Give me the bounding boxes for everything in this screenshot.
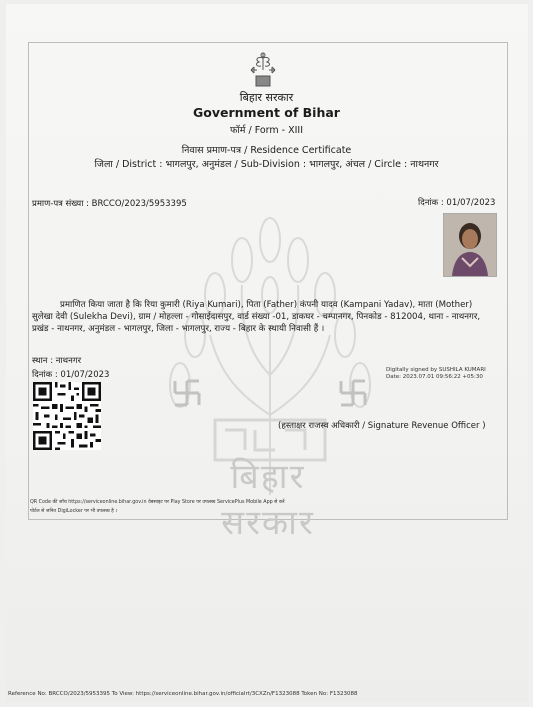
applicant-photo (443, 213, 497, 277)
certificate-date: दिनांक : 01/07/2023 (418, 198, 496, 208)
swastika-right-icon (338, 378, 368, 408)
swastika-left-icon (172, 378, 202, 408)
body-line-3: प्रखंड - नाथनगर, अनुमंडल - भागलपुर, जिला - भागलपुर, राज्य - बिहार के स्थायी निवासी हैं । (32, 324, 325, 334)
body-line-2: सुलेखा देवी (Sulekha Devi), ग्राम / मोहल्ला - गोसाईदासपुर, वार्ड संख्या -01, डाकघर - चम्पानगर, पिनकोड - 812004, थाना - नाथनगर, (32, 312, 481, 322)
qr-code-icon (33, 382, 101, 450)
issue-date: दिनांक : 01/07/2023 (32, 370, 110, 380)
government-title: Government of Bihar (193, 105, 340, 120)
place: स्थान : नाथनगर (32, 356, 82, 366)
watermark-text: बिहार सरकार (221, 457, 315, 543)
state-hindi: बिहार सरकार (239, 91, 294, 104)
location-line: जिला / District : भागलपुर, अनुमंडल / Sub-Division : भागलपुर, अंचल / Circle : नाथनगर (94, 159, 439, 170)
signature-role: (हस्ताक्षर राजस्व अधिकारी / Signature Revenue Officer ) (278, 421, 486, 431)
form-number: फॉर्म / Form - XIII (229, 125, 304, 136)
reference-footer: Reference No: BRCCO/2023/5953395 To View: https://serviceonline.bihar.gov.in/officialrt/3CXZn/F1323088 Token No: F1323088 (8, 691, 358, 697)
state-emblem-icon (243, 50, 283, 90)
body-line-1: प्रमाणित किया जाता है कि रिया कुमारी (Riya Kumari), पिता (Father) कंपनी यादव (Kampani Yadav), माता (Mother) (60, 300, 473, 310)
certificate-body (32, 299, 498, 335)
digital-signature-name: Digitally signed by SUSHILA KUMARI (386, 367, 486, 373)
qr-note-2: पोर्टल से जनित DigiLocker पर भी उपलब्ध है । (30, 509, 118, 514)
certificate-title: निवास प्रमाण-पत्र / Residence Certificate (181, 145, 352, 156)
qr-note-1: QR Code की जाँच https://serviceonline.bihar.gov.in वेबसाइट पर Play Store पर उपलब्ध ServicePlus Mobile App से करें (30, 500, 285, 505)
digital-signature-date: Date: 2023.07.01 09:56:22 +05:30 (386, 374, 483, 380)
certificate-number: प्रमाण-पत्र संख्या : BRCCO/2023/5953395 (32, 199, 187, 209)
